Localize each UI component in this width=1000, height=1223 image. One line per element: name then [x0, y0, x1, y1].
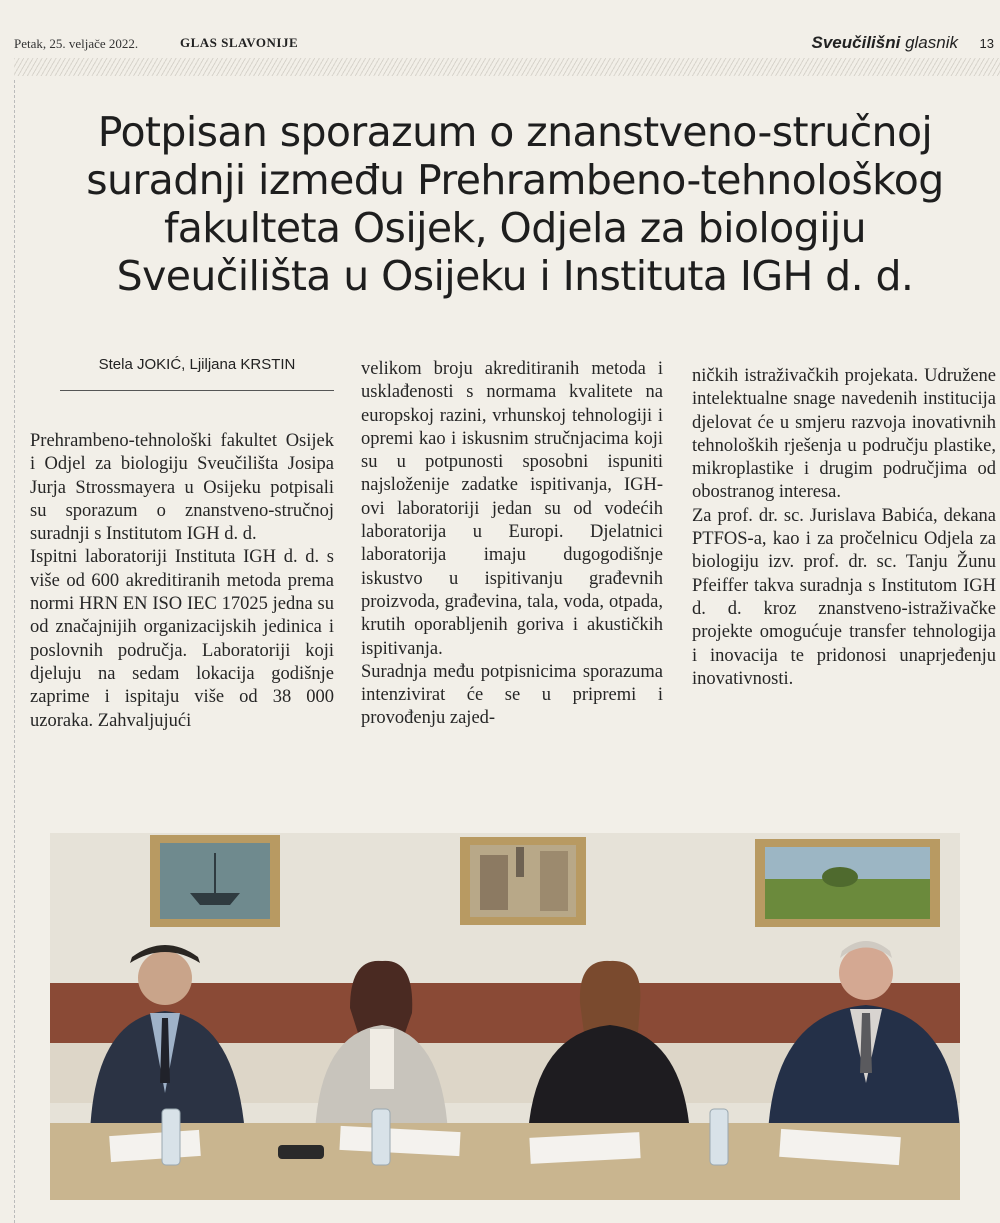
paragraph: velikom broju akreditiranih metoda i usklađenosti s normama kvalitete na europskoj razini, vrhunskoj tehnologiji i opremi kao i iskusnim stručnjacima koji su u potpunosti sposobni ispuniti najsloženije zadatke ispitivanja, IGH-ovi laboratoriji jedan su od vodećih laboratorija u Europi. Djelatnici laboratorija imaju dugogodišnje iskustvo u ispitivanju građevnih proizvoda, građevina, tala, voda, otpada, krutih oporabljenih goriva i akustičkih ispitivanja. [361, 359, 663, 659]
paragraph: ničkih istraživačkih projekata. Udružene intelektualne snage navedenih institucija djelovat će u smjeru razvoja inovativnih tehnoloških rješenja u području plastike, mikroplastike i drugim područjima od obostranog interesa. [692, 366, 996, 503]
paragraph: Prehrambeno-tehnološki fakultet Osijek i Odjel za biologiju Sveučilišta Josipa Jurja Strossmayera u Osijeku potpisali su sporazum o znanstveno-stručnoj suradnji s Institutom IGH d. d. [30, 431, 334, 545]
headline-line: Sveučilišta u Osijeku i Instituta IGH d. d. [116, 252, 914, 300]
paragraph: Za prof. dr. sc. Jurislava Babića, dekana PTFOS-a, kao i za pročelnicu Odjela za biologiju izv. prof. dr. sc. Tanju Žunu Pfeiffer takva suradnja s Institutom IGH d. d. kroz znanstveno-istraživačke projekte omogućuje transfer tehnologija i inovacija te pridonosi unaprjeđenju inovativnosti. [692, 505, 996, 689]
headline-line: Potpisan sporazum o znanstveno-stručnoj [97, 108, 933, 156]
section-title [812, 33, 958, 53]
paragraph: Suradnja među potpisnicima sporazuma intenzivirat će se u pripremi i provođenju zajed- [361, 661, 663, 729]
signing-ceremony-photo [50, 833, 960, 1200]
paragraph: Ispitni laboratoriji Instituta IGH d. d. s više od 600 akreditiranih metoda prema normi HRN EN ISO IEC 17025 jedna su od značajnijih organizacijskih jedinica i poslovnih područja. Laboratoriji koji djeluju na sedam lokacija godišnje zaprime i ispitaju više od 38 000 uzoraka. Zahvaljujući [30, 547, 334, 731]
section-title-light: glasnik [905, 33, 958, 52]
painting-boat [150, 835, 280, 927]
article-byline: Stela JOKIĆ, Ljiljana KRSTIN [60, 356, 334, 391]
article-headline [40, 108, 990, 300]
headline-line: suradnji između Prehrambeno-tehnološkog [86, 156, 944, 204]
header-hatch-divider [14, 58, 1000, 76]
photo-illustration [50, 833, 960, 1200]
column-fold-line [14, 80, 15, 1223]
page-header [0, 0, 1000, 62]
text-column-1 [30, 430, 334, 733]
issue-date: Petak, 25. veljače 2022. [14, 36, 139, 51]
section-title-bold: Sveučilišni [811, 33, 901, 52]
headline-line: fakulteta Osijek, Odjela za biologiju [163, 204, 867, 252]
painting-street [460, 837, 586, 925]
painting-landscape [755, 839, 940, 927]
page-number: 13 [979, 36, 994, 51]
text-column-3 [692, 365, 996, 691]
newspaper-name: GLAS SLAVONIJE [180, 35, 299, 50]
text-column-2 [361, 358, 663, 731]
